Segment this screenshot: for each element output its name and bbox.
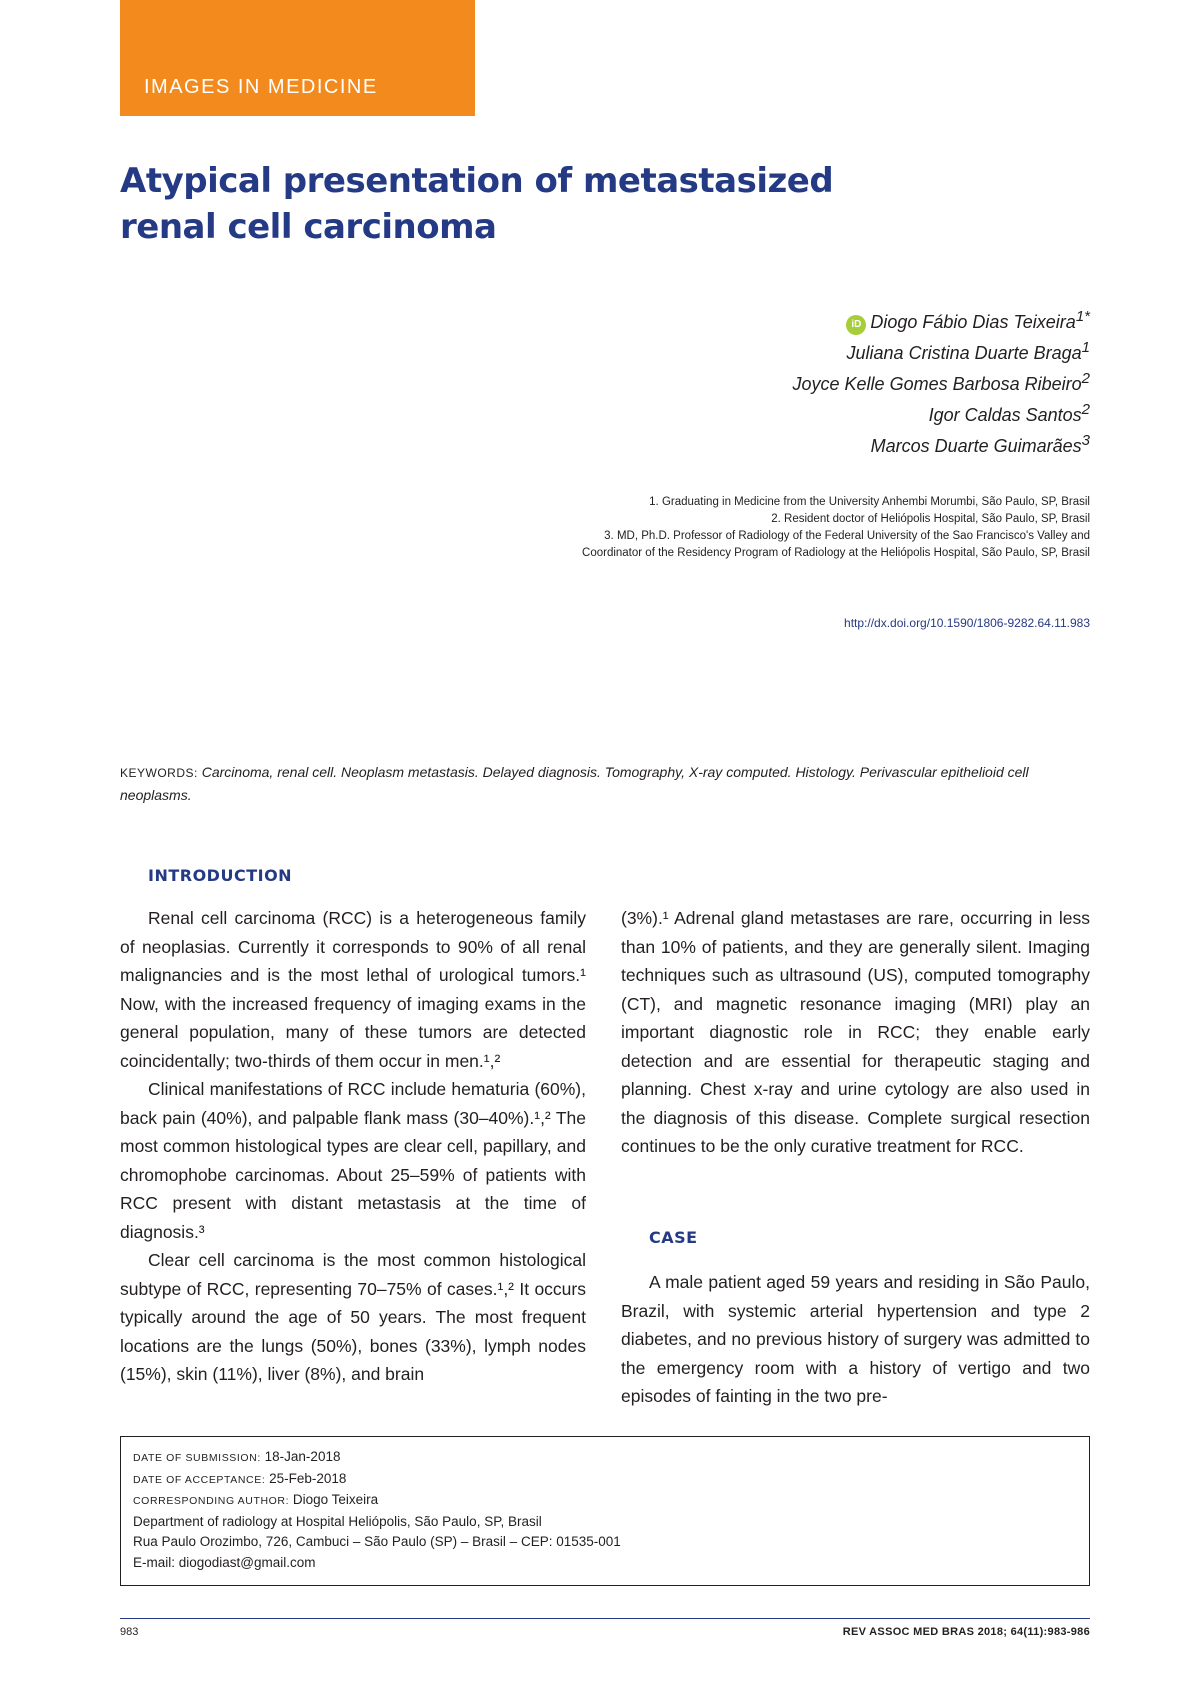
- orcid-icon[interactable]: iD: [846, 315, 866, 335]
- case-column: [621, 1268, 1090, 1411]
- author-name: Igor Caldas Santos: [928, 405, 1082, 425]
- author-affiliation-mark: 1*: [1075, 308, 1090, 325]
- author-affiliation-mark: 1: [1081, 339, 1090, 356]
- keywords-text: Carcinoma, renal cell. Neoplasm metastasis. Delayed diagnosis. Tomography, X-ray computed. Histology. Perivascular epithelioid cell neoplasms.: [120, 764, 1029, 803]
- author-name: Joyce Kelle Gomes Barbosa Ribeiro: [792, 374, 1082, 394]
- author-affiliation-mark: 2: [1081, 401, 1090, 418]
- footer-divider: [120, 1618, 1090, 1619]
- paragraph: Clinical manifestations of RCC include hematuria (60%), back pain (40%), and palpable flank mass (30–40%).¹,² The most common histological types are clear cell, papillary, and chromophobe carcinomas. About 25–59% of patients with RCC present with distant metastasis at the time of diagnosis.³: [120, 1079, 586, 1242]
- journal-reference: REV ASSOC MED BRAS 2018; 64(11):983-986: [842, 1626, 1090, 1638]
- author-affiliation-mark: 3: [1081, 432, 1090, 449]
- paragraph: A male patient aged 59 years and residing in São Paulo, Brazil, with systemic arterial hypertension and type 2 diabetes, and no previous history of surgery was admitted to the emergency room with a history of vertigo and two episodes of fainting in the two pre-: [621, 1272, 1090, 1406]
- section-banner: [120, 0, 475, 116]
- affiliation-line: 3. MD, Ph.D. Professor of Radiology of the Federal University of the Sao Francisco's Valley and: [604, 530, 1090, 542]
- submission-date: DATE OF SUBMISSION: 18-Jan-2018: [133, 1449, 341, 1464]
- right-column: [621, 904, 1090, 1161]
- case-heading: CASE: [649, 1228, 698, 1247]
- paragraph: (3%).¹ Adrenal gland metastases are rare, occurring in less than 10% of patients, and they are generally silent. Imaging techniques such as ultrasound (US), computed tomography (CT), and magnetic resonance imaging (MRI) play an important diagnostic role in RCC; they enable early detection and are essential for therapeutic staging and planning. Chest x-ray and urine cytology are also used in the diagnosis of this disease. Complete surgical resection continues to be the only curative treatment for RCC.: [621, 908, 1090, 1156]
- affiliation-list: [582, 494, 1090, 562]
- author-name: Diogo Fábio Dias Teixeira: [870, 312, 1076, 332]
- keywords: [120, 761, 1090, 806]
- address-line: Department of radiology at Hospital Heliópolis, São Paulo, SP, Brasil: [133, 1513, 542, 1529]
- page-number: 983: [120, 1626, 139, 1638]
- article-title: Atypical presentation of metastasized renal cell carcinoma: [120, 161, 834, 247]
- author-item: [793, 366, 1090, 397]
- author-item: [793, 304, 1090, 335]
- address-line: Rua Paulo Orozimbo, 726, Cambuci – São Paulo (SP) – Brasil – CEP: 01535-001: [133, 1534, 621, 1549]
- paragraph: Clear cell carcinoma is the most common histological subtype of RCC, representing 70–75% of cases.¹,² It occurs typically around the age of 50 years. The most frequent locations are the lungs (50%), bones (33%), lymph nodes (15%), skin (11%), liver (8%), and brain: [120, 1250, 586, 1384]
- author-item: [793, 397, 1090, 428]
- author-name: Marcos Duarte Guimarães: [870, 436, 1082, 456]
- author-name: Juliana Cristina Duarte Braga: [846, 343, 1082, 363]
- author-list: [793, 304, 1090, 459]
- paragraph: Renal cell carcinoma (RCC) is a heterogeneous family of neoplasias. Currently it corresponds to 90% of all renal malignancies and is the most lethal of urological tumors.¹ Now, with the increased frequency of imaging exams in the general population, many of these tumors are detected coincidentally; two-thirds of them occur in men.¹,²: [120, 908, 586, 1071]
- author-item: [793, 428, 1090, 459]
- keywords-label: KEYWORDS:: [120, 766, 198, 780]
- affiliation-line: Coordinator of the Residency Program of Radiology at the Heliópolis Hospital, São Paulo, SP, Brasil: [582, 547, 1090, 559]
- affiliation-line: 1. Graduating in Medicine from the University Anhembi Morumbi, São Paulo, SP, Brasil: [649, 496, 1090, 508]
- introduction-heading: INTRODUCTION: [148, 866, 293, 885]
- left-column: [120, 904, 586, 1389]
- author-item: [793, 335, 1090, 366]
- acceptance-date: DATE OF ACCEPTANCE: 25-Feb-2018: [133, 1470, 347, 1486]
- author-affiliation-mark: 2: [1081, 370, 1090, 387]
- article-info-box: [120, 1436, 1090, 1586]
- corresponding-author: CORRESPONDING AUTHOR: Diogo Teixeira: [133, 1492, 379, 1507]
- doi-link[interactable]: http://dx.doi.org/10.1590/1806-9282.64.11.983: [844, 616, 1090, 630]
- email-line[interactable]: E-mail: diogodiast@gmail.com: [133, 1554, 316, 1570]
- affiliation-line: 2. Resident doctor of Heliópolis Hospital, São Paulo, SP, Brasil: [771, 513, 1090, 525]
- section-label: IMAGES IN MEDICINE: [144, 76, 378, 98]
